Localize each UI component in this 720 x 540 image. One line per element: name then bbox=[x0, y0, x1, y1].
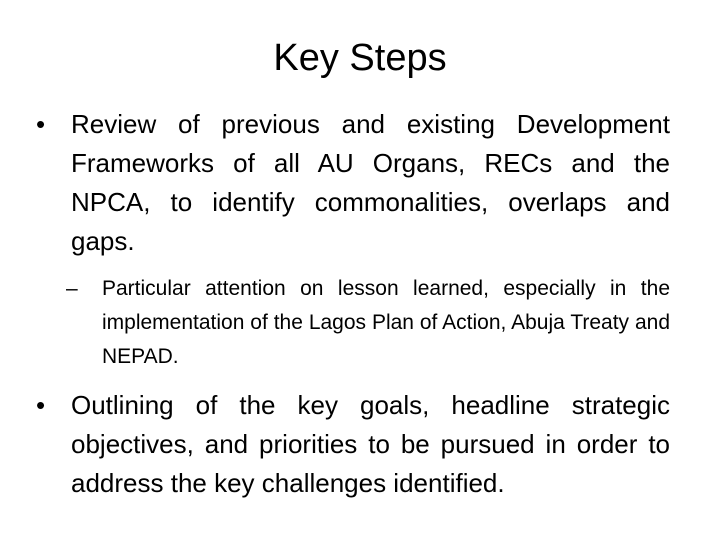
sub-bullet-item bbox=[66, 272, 670, 374]
slide-title: Key Steps bbox=[273, 37, 447, 79]
bullet-marker: • bbox=[36, 109, 46, 139]
sub-bullet-marker: – bbox=[66, 277, 78, 300]
bullet-item bbox=[36, 386, 670, 503]
bullet-text: Outlining of the key goals, headline strategic objectives, and priorities to be pursued in order to address the key challenges identified. bbox=[71, 390, 670, 498]
sub-bullet-text: Particular attention on lesson learned, especially in the implementation of the Lagos Plan of Action, Abuja Treaty and NEPAD. bbox=[102, 277, 670, 368]
bullet-text: Review of previous and existing Development Frameworks of all AU Organs, RECs and the NPCA, to identify commonalities, overlaps and gaps. bbox=[71, 109, 670, 256]
bullet-marker: • bbox=[36, 390, 46, 420]
bullet-item bbox=[36, 105, 670, 261]
slide-body bbox=[36, 105, 670, 503]
